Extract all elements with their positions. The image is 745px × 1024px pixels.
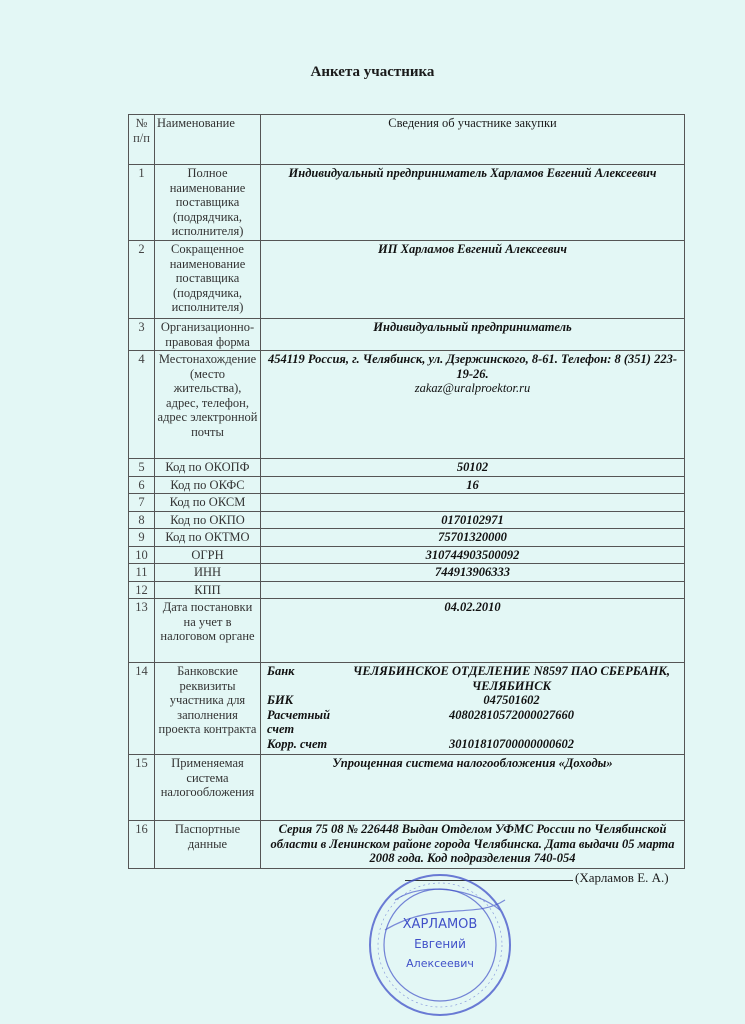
table-row <box>129 476 685 494</box>
table-row <box>129 351 685 459</box>
table-header-row <box>129 115 685 165</box>
table-row <box>129 529 685 547</box>
bank-label: Банк <box>267 664 295 678</box>
row-label: Полное наименование поставщика (подрядчика, исполнителя) <box>155 165 261 241</box>
row-number: 10 <box>129 546 155 564</box>
table-row <box>129 755 685 821</box>
table-row <box>129 165 685 241</box>
stamp-text-1: ХАРЛАМОВ <box>402 917 478 932</box>
table-row <box>129 599 685 663</box>
row-value: Индивидуальный предприниматель Харламов Евгений Алексеевич <box>261 165 685 241</box>
table-row <box>129 581 685 599</box>
document-title: Анкета участника <box>310 64 435 80</box>
table-row <box>129 319 685 351</box>
table-row <box>129 546 685 564</box>
row-label: Код по ОКТМО <box>155 529 261 547</box>
corr-account-value: 30101810700000000602 <box>449 736 574 751</box>
row-value <box>261 581 685 599</box>
account-value: 40802810572000027660 <box>449 707 574 722</box>
stamp-text-2: Евгений <box>414 937 466 951</box>
row-value <box>261 494 685 512</box>
row-label: Местонахождение (место жительства), адрес, телефон, адрес электронной почты <box>155 351 261 459</box>
bik-value: 047501602 <box>483 693 540 707</box>
table-row <box>129 241 685 319</box>
row-value: 75701320000 <box>261 529 685 547</box>
bik-label: БИК <box>267 693 294 707</box>
row-number: 4 <box>129 351 155 459</box>
row-number: 5 <box>129 459 155 477</box>
row-label: Код по ОКФС <box>155 476 261 494</box>
row-value <box>261 663 685 755</box>
table-row <box>129 821 685 869</box>
header-value: Сведения об участнике закупки <box>261 115 685 165</box>
row-number: 11 <box>129 564 155 582</box>
row-label: Код по ОКСМ <box>155 494 261 512</box>
row-label: Код по ОКОПФ <box>155 459 261 477</box>
row-number: 8 <box>129 511 155 529</box>
row-value: Индивидуальный предприниматель <box>261 319 685 351</box>
header-num: № п/п <box>129 115 155 165</box>
stamp-seal <box>365 870 515 1020</box>
row-value: 310744903500092 <box>261 546 685 564</box>
row-value: ИП Харламов Евгений Алексеевич <box>261 241 685 319</box>
row-number: 15 <box>129 755 155 821</box>
email-link[interactable]: zakaz@uralproektor.ru <box>414 381 531 395</box>
row-value: 0170102971 <box>261 511 685 529</box>
header-name: Наименование <box>155 115 261 165</box>
row-number: 1 <box>129 165 155 241</box>
row-number: 3 <box>129 319 155 351</box>
row-value: Упрощенная система налогообложения «Доходы» <box>261 755 685 821</box>
row-value: 04.02.2010 <box>261 599 685 663</box>
row-value: 16 <box>261 476 685 494</box>
row-label: Банковские реквизиты участника для заполнения проекта контракта <box>155 663 261 755</box>
row-number: 9 <box>129 529 155 547</box>
row-value <box>261 351 685 459</box>
signature-name: (Харламов Е. А.) <box>575 870 669 885</box>
row-label: Сокращенное наименование поставщика (подрядчика, исполнителя) <box>155 241 261 319</box>
corr-account-label: Корр. счет <box>267 736 328 751</box>
row-number: 16 <box>129 821 155 869</box>
table-row <box>129 663 685 755</box>
row-label: Дата постановки на учет в налоговом органе <box>155 599 261 663</box>
row-value: 50102 <box>261 459 685 477</box>
table-row <box>129 494 685 512</box>
table-row <box>129 564 685 582</box>
row-number: 13 <box>129 599 155 663</box>
row-label: Применяемая система налогообложения <box>155 755 261 821</box>
participant-form-table <box>128 114 685 869</box>
row-value: 744913906333 <box>261 564 685 582</box>
row-value: Серия 75 08 № 226448 Выдан Отделом УФМС России по Челябинской области в Ленинском районе города Челябинска. Дата выдачи 05 марта 2008 года. Код подразделения 740-054 <box>261 821 685 869</box>
row-label: КПП <box>155 581 261 599</box>
stamp-text-3: Алексеевич <box>406 957 474 970</box>
row-number: 6 <box>129 476 155 494</box>
account-label: Расчетный счет <box>267 707 331 736</box>
table-row <box>129 459 685 477</box>
row-label: ИНН <box>155 564 261 582</box>
row-label: Организационно-правовая форма <box>155 319 261 351</box>
bank-value: ЧЕЛЯБИНСКОЕ ОТДЕЛЕНИЕ N8597 ПАО СБЕРБАНК, ЧЕЛЯБИНСК <box>352 664 671 693</box>
bank-details <box>263 664 682 751</box>
row-label: Код по ОКПО <box>155 511 261 529</box>
row-label: Паспортные данные <box>155 821 261 869</box>
address-text: 454119 Россия, г. Челябинск, ул. Дзержинского, 8-61. Телефон: 8 (351) 223-19-26. <box>267 352 677 381</box>
row-number: 7 <box>129 494 155 512</box>
row-number: 14 <box>129 663 155 755</box>
table-row <box>129 511 685 529</box>
row-number: 2 <box>129 241 155 319</box>
row-label: ОГРН <box>155 546 261 564</box>
row-number: 12 <box>129 581 155 599</box>
